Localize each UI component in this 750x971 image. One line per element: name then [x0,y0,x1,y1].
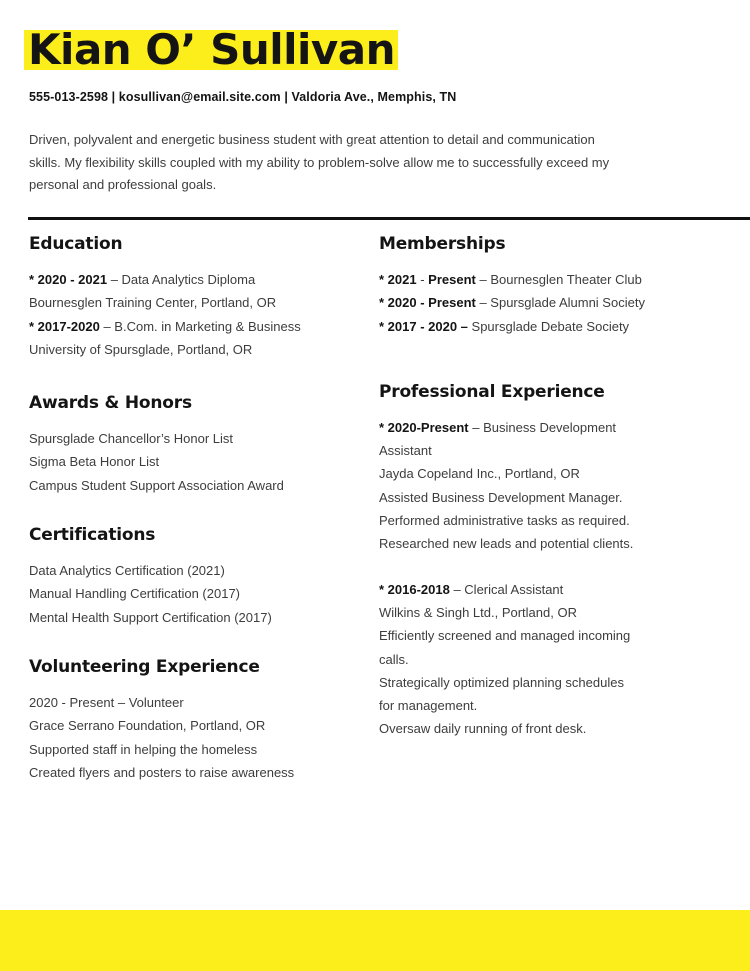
section-education [29,232,350,361]
job-role-continued: Assistant [379,443,432,459]
award-item: Sigma Beta Honor List [29,454,160,470]
job-role: – Clerical Assistant [449,581,564,597]
job-bullet: Oversaw daily running of front desk. [379,721,587,737]
job-bullet: for management. [379,698,478,714]
section-gap [29,629,350,655]
job-bullet: Performed administrative tasks as required. [379,513,630,529]
resume-columns [0,232,750,784]
section-memberships [379,232,750,338]
membership-date-start: * 2020 - Present [379,295,476,311]
membership-item [379,268,750,291]
award-item: Campus Student Support Association Award [29,477,284,493]
job-bullet: Strategically optimized planning schedules [379,674,624,690]
resume-header [0,0,750,220]
section-title-professional-experience: Professional Experience [379,381,605,402]
certification-item: Mental Health Support Certification (2017) [29,609,272,625]
job-heading [379,578,750,601]
job-bullet: Assisted Business Development Manager. [379,489,623,505]
job-company: Jayda Copeland Inc., Portland, OR [379,466,580,482]
education-entry-degree: – B.Com. in Marketing & Business [99,318,301,334]
education-entry-heading [29,268,350,291]
education-entry-degree: – Data Analytics Diploma [107,272,256,287]
membership-date-start: * 2021 [379,272,417,287]
section-title-memberships: Memberships [379,234,506,254]
volunteering-item: 2020 - Present – Volunteer [29,694,184,710]
membership-date-sep: - [416,272,429,287]
education-entry-heading [29,315,350,338]
membership-org: – Bournesglen Theater Club [475,272,642,287]
job-role: – Business Development [468,419,617,435]
education-entry-institution: Bournesglen Training Center, Portland, OR [29,295,277,311]
contact-line: 555-013-2598 | kosullivan@email.site.com | Valdoria Ave., Memphis, TN [29,90,457,104]
section-certifications [29,523,350,629]
award-item: Spursglade Chancellor’s Honor List [29,431,234,447]
membership-item [379,291,750,314]
job-entry [379,578,750,741]
education-entry-date: * 2020 - 2021 [29,272,108,287]
section-title-awards: Awards & Honors [29,393,192,414]
education-entry [29,315,350,362]
certification-item: Manual Handling Certification (2017) [29,586,241,602]
name-block [0,22,750,84]
education-entry-date: * 2017-2020 [29,318,100,334]
section-volunteering [29,655,350,784]
job-entry [379,416,750,556]
section-title-education: Education [29,234,123,254]
profile-summary: Driven, polyvalent and energetic business student with great attention to detail and communication skills. My flexibility skills coupled with my ability to problem-solve allow me to successfully exceed my personal and professional goals. [29,132,610,192]
left-column [0,232,350,784]
section-professional-experience [379,380,750,741]
membership-date-start: * 2017 - 2020 – [379,318,468,334]
section-gap [29,497,350,523]
job-bullet: Researched new leads and potential clients. [379,536,634,552]
education-entry [29,268,350,315]
job-heading [379,416,750,439]
job-date: * 2016-2018 [379,581,450,597]
job-gap [379,556,750,578]
volunteering-item: Grace Serrano Foundation, Portland, OR [29,718,266,734]
membership-date-end: Present [428,272,476,287]
footer-accent-bar [0,910,750,971]
header-divider [28,217,750,220]
volunteering-item: Created flyers and posters to raise awareness [29,764,295,780]
job-bullet: calls. [379,651,409,667]
membership-org: Spursglade Debate Society [467,318,630,334]
membership-org: – Spursglade Alumni Society [475,295,645,311]
candidate-name: Kian O’ Sullivan [28,25,396,74]
job-date: * 2020-Present [379,419,469,435]
section-title-certifications: Certifications [29,525,156,546]
right-column [350,232,750,784]
certification-item: Data Analytics Certification (2021) [29,563,225,579]
job-bullet: Efficiently screened and managed incoming [379,628,631,644]
section-gap [29,361,350,391]
job-company: Wilkins & Singh Ltd., Portland, OR [379,604,577,620]
section-title-volunteering: Volunteering Experience [29,656,260,677]
section-gap [379,338,750,380]
section-awards [29,391,350,497]
education-entry-institution: University of Spursglade, Portland, OR [29,341,253,357]
membership-item [379,315,750,338]
volunteering-item: Supported staff in helping the homeless [29,741,258,757]
